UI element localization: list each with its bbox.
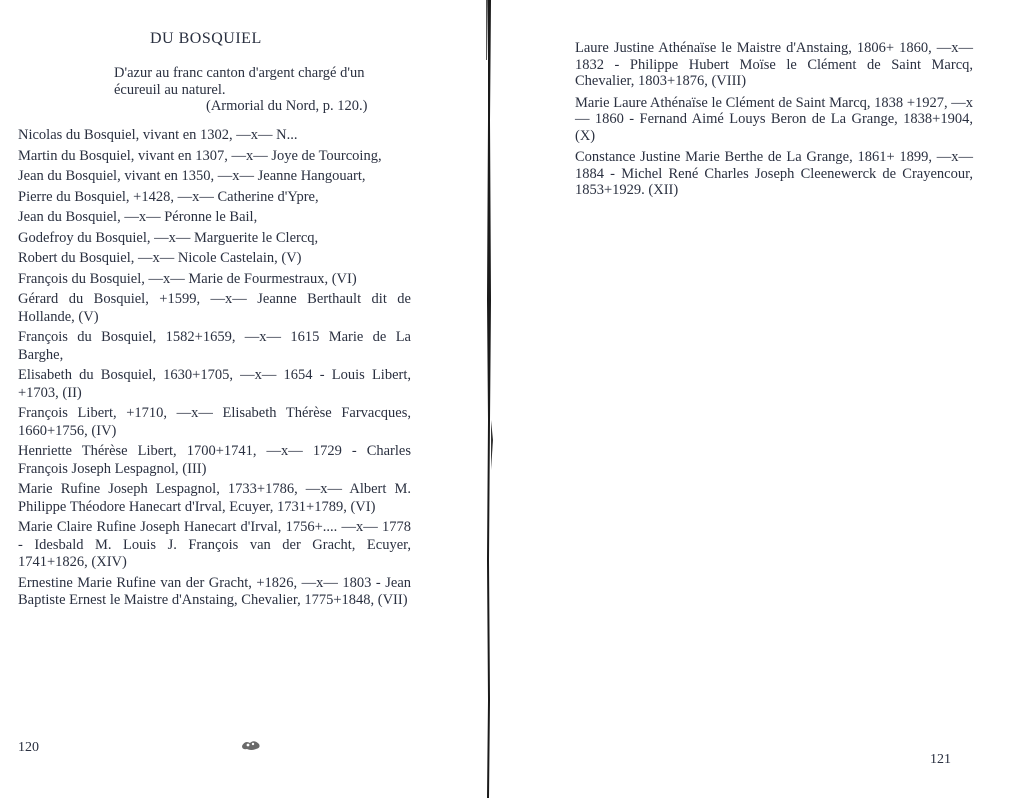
genealogy-entries-left [18,127,411,613]
genealogy-entry: Constance Justine Marie Berthe de La Grange, 1861+ 1899, —x— 1884 - Michel René Charles Joseph Cleenewerck de Crayencour, 1853+1929. (XII) [575,149,973,198]
genealogy-entry: Jean du Bosquiel, vivant en 1350, —x— Jeanne Hangouart, [18,168,366,184]
genealogy-entry: Pierre du Bosquiel, +1428, —x— Catherine d'Ypre, [18,188,319,205]
genealogy-entry: François du Bosquiel, —x— Marie de Fourmestraux, (VI) [18,270,357,287]
blazon [114,65,414,115]
genealogy-entry: Marie Laure Athénaïse le Clément de Saint Marcq, 1838 +1927, —x— 1860 - Fernand Aimé Louys Beron de La Grange, 1838+1904, (X) [575,94,973,144]
genealogy-entry: Jean du Bosquiel, —x— Péronne le Bail, [18,209,258,225]
genealogy-entry: Martin du Bosquiel, vivant en 1307, —x— Joye de Tourcoing, [18,147,382,164]
page-title: DU BOSQUIEL [150,30,262,47]
genealogy-entry: Marie Claire Rufine Joseph Hanecart d'Irval, 1756+.... —x— 1778 - Idesbald M. Louis J. François van der Gracht, Ecuyer, 1741+1826, (XIV) [18,519,411,570]
left-page [0,0,480,798]
genealogy-entry: François Libert, +1710, —x— Elisabeth Thérèse Farvacques, 1660+1756, (IV) [18,405,411,439]
blazon-text: D'azur au franc canton d'argent chargé d'un écureuil au naturel. [114,65,365,98]
genealogy-entry: Ernestine Marie Rufine van der Gracht, +1826, —x— 1803 - Jean Baptiste Ernest le Maistre d'Anstaing, Chevalier, 1775+1848, (VII) [18,574,411,608]
genealogy-entry: Gérard du Bosquiel, +1599, —x— Jeanne Berthault dit de Hollande, (V) [18,291,411,325]
book-gutter [482,0,498,798]
genealogy-entries-right [575,40,973,204]
genealogy-entry: Robert du Bosquiel, —x— Nicole Castelain, (V) [18,250,302,266]
page-number-right: 121 [930,752,951,767]
genealogy-entry: François du Bosquiel, 1582+1659, —x— 1615 Marie de La Barghe, [18,329,411,363]
genealogy-entry: Marie Rufine Joseph Lespagnol, 1733+1786, —x— Albert M. Philippe Théodore Hanecart d'Irval, Ecuyer, 1731+1789, (VI) [18,481,411,515]
genealogy-entry: Godefroy du Bosquiel, —x— Marguerite le Clercq, [18,229,319,246]
blazon-reference: (Armorial du Nord, p. 120.) [206,98,368,114]
genealogy-entry: Laure Justine Athénaïse le Maistre d'Anstaing, 1806+ 1860, —x— 1832 - Philippe Hubert Moïse le Clément de Saint Marcq, Chevalier, 1803+1876, (VIII) [575,40,973,89]
genealogy-entry: Elisabeth du Bosquiel, 1630+1705, —x— 1654 - Louis Libert, +1703, (II) [18,367,411,401]
genealogy-entry: Henriette Thérèse Libert, 1700+1741, —x— 1729 - Charles François Joseph Lespagnol, (III) [18,443,411,477]
page-number-left: 120 [18,740,39,755]
printer-ornament-icon [240,738,262,757]
genealogy-entry: Nicolas du Bosquiel, vivant en 1302, —x— N... [18,127,298,143]
